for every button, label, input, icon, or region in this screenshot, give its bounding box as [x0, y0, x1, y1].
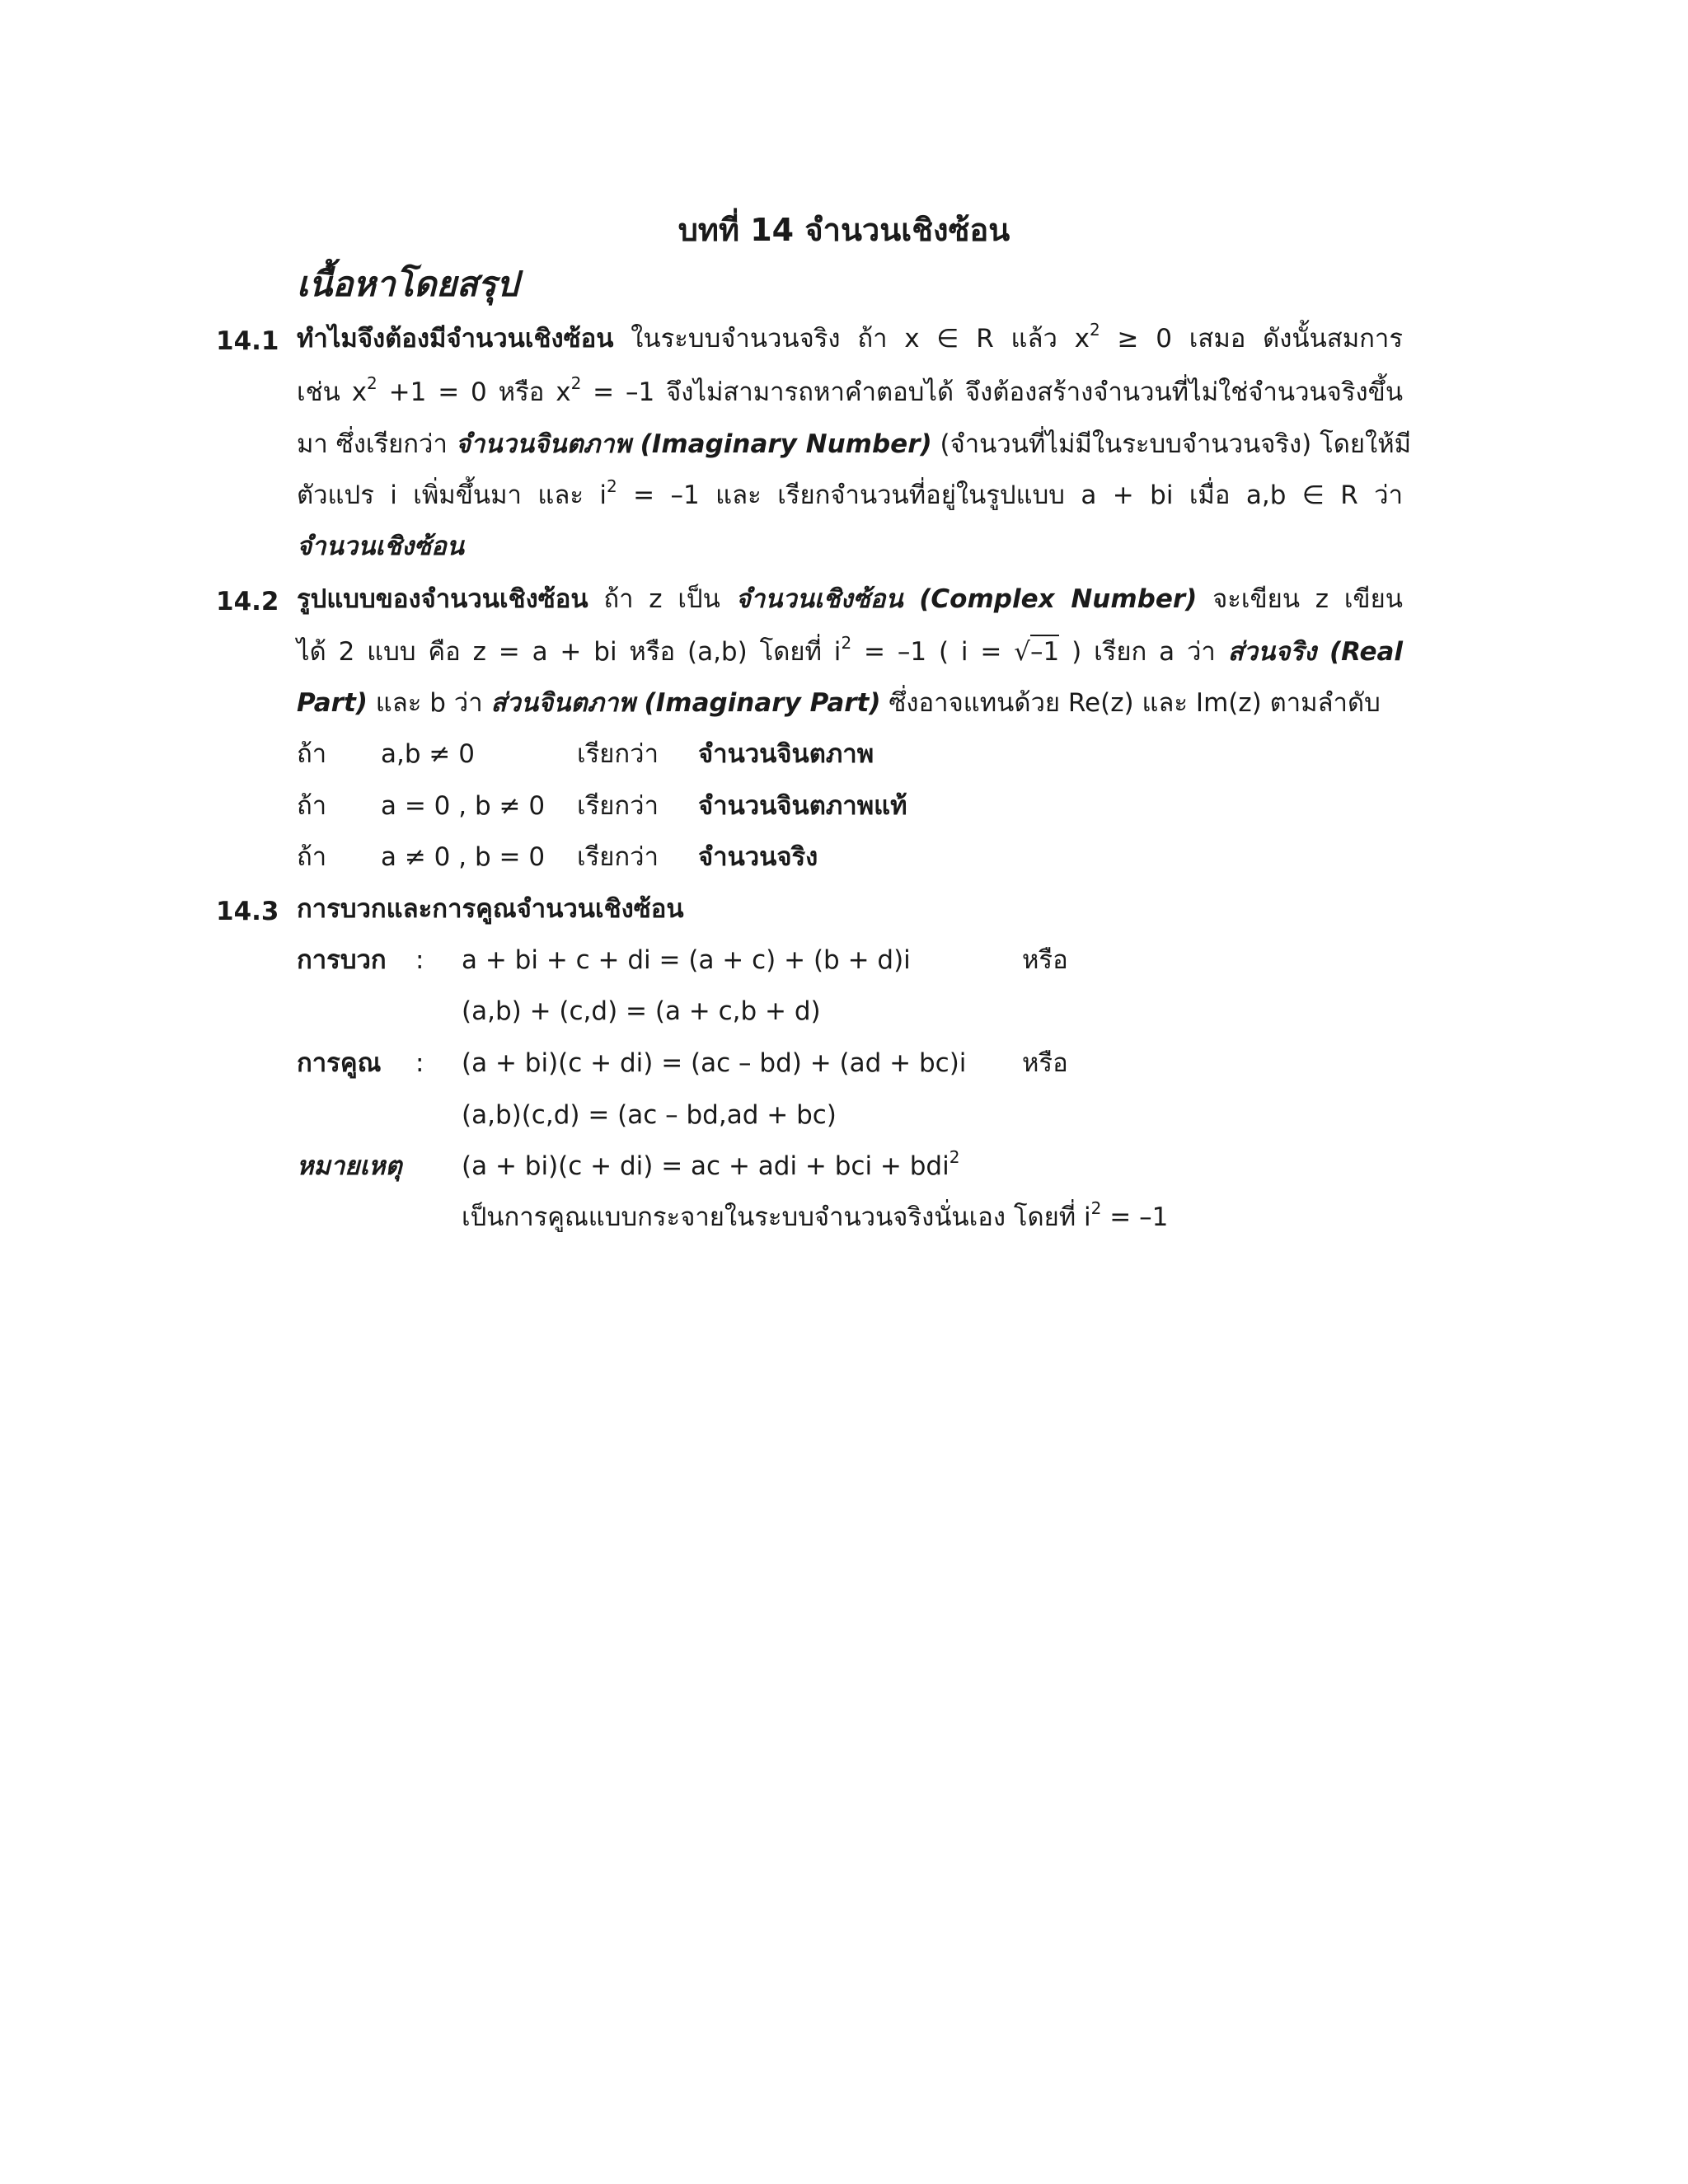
chapter-title: บทที่ 14 จำนวนเชิงซ้อน [678, 212, 1010, 248]
multiplication-equation-2: (a,b)(c,d) = (ac – bd,ad + bc) [462, 1100, 837, 1130]
row-1-name: จำนวนจินตภาพ [698, 739, 874, 769]
s3-heading: การบวกและการคูณจำนวนเชิงซ้อน [297, 894, 684, 924]
s1-heading: ทำไมจึงต้องมีจำนวนเชิงซ้อน [297, 324, 614, 354]
s2-line-1: รูปแบบของจำนวนเชิงซ้อน ถ้า z เป็น จำนวนเชิงซ้อน (Complex Number) จะเขียน z เขียน [297, 584, 1403, 614]
section-number-14-1: 14.1 [216, 326, 279, 356]
row-1-called: เรียกว่า [577, 739, 659, 769]
addition-label: การบวก [297, 945, 387, 975]
note-equation: (a + bi)(c + di) = ac + adi + bci + bdi$^2$ [462, 1147, 960, 1181]
s1-line-5: จำนวนเชิงซ้อน [297, 532, 464, 561]
row-3-name: จำนวนจริง [698, 842, 818, 872]
row-3-called: เรียกว่า [577, 842, 659, 872]
note-label: หมายเหตุ [297, 1151, 402, 1181]
s1-line-3: มา ซึ่งเรียกว่า จำนวนจินตภาพ (Imaginary Number) (จำนวนที่ไม่มีในระบบจำนวนจริง) โดยให้มี [297, 429, 1412, 459]
s1-line-1: ทำไมจึงต้องมีจำนวนเชิงซ้อน ในระบบจำนวนจริง ถ้า x ∈ R แล้ว $x^2 \ge 0$ เสมอ ดังนั้นสมการ [297, 320, 1403, 354]
multiplication-label: การคูณ [297, 1048, 382, 1078]
row-2-condition: a = 0 , b ≠ 0 [381, 791, 546, 821]
summary-heading: เนื้อหาโดยสรุป [297, 264, 518, 304]
row-2-called: เรียกว่า [577, 791, 659, 821]
multiplication-equation-1: (a + bi)(c + di) = (ac – bd) + (ad + bc)i [462, 1048, 967, 1078]
row-3-condition: a ≠ 0 , b = 0 [381, 842, 546, 872]
row-1-condition: a,b ≠ 0 [381, 739, 475, 769]
row-1-if: ถ้า [297, 739, 327, 769]
row-3-if: ถ้า [297, 842, 327, 872]
s2-heading: รูปแบบของจำนวนเชิงซ้อน [297, 584, 588, 614]
multiplication-or: หรือ [1022, 1048, 1068, 1078]
sqrt-symbol: √–1 [1014, 635, 1059, 667]
section-number-14-2: 14.2 [216, 587, 279, 616]
s2-line-2: ได้ 2 แบบ คือ z = a + bi หรือ (a,b) โดยที่ $i^2 = -1$ ( i = √–1 ) เรียก a ว่า ส่วนจริง (Real [297, 633, 1404, 667]
addition-or: หรือ [1022, 945, 1068, 975]
s2-line-3: Part) และ b ว่า ส่วนจินตภาพ (Imaginary Part) ซึ่งอาจแทนด้วย Re(z) และ Im(z) ตามลำดับ [297, 688, 1381, 718]
addition-equation-1: a + bi + c + di = (a + c) + (b + d)i [462, 945, 911, 975]
s1-line-2: เช่น $x^2 +1 = 0$ หรือ $x^2 = -1$ จึงไม่สามารถหาคำตอบได้ จึงต้องสร้างจำนวนที่ไม่ใช่จำนวนจริงขึ้น [297, 373, 1404, 407]
section-number-14-3: 14.3 [216, 897, 279, 926]
row-2-name: จำนวนจินตภาพแท้ [698, 791, 907, 821]
s1-line-4: ตัวแปร i เพิ่มขึ้นมา และ $i^2 = -1$ และ เรียกจำนวนที่อยู่ในรูปแบบ a + bi เมื่อ a,b ∈ R ว่า [297, 476, 1403, 510]
row-2-if: ถ้า [297, 791, 327, 821]
multiplication-colon: : [415, 1048, 424, 1078]
addition-equation-2: (a,b) + (c,d) = (a + c,b + d) [462, 996, 821, 1026]
note-text: เป็นการคูณแบบกระจายในระบบจำนวนจริงนั่นเอง โดยที่ $i^2 = -1$ [462, 1198, 1169, 1232]
addition-colon: : [415, 945, 424, 975]
